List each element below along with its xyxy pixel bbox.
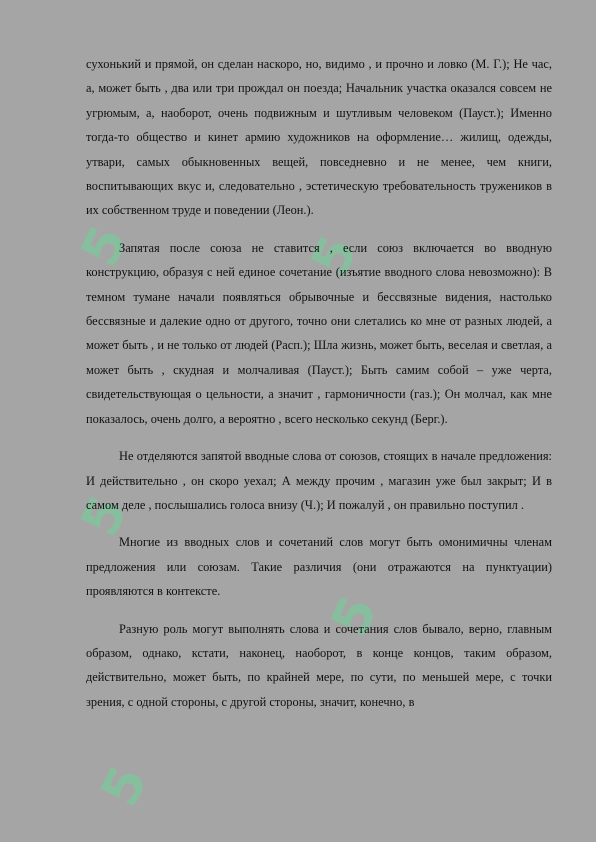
watermark-mark: 5 xyxy=(70,483,142,546)
document-body xyxy=(86,52,552,727)
watermark-mark: 5 xyxy=(300,223,372,286)
paragraph: Запятая после союза не ставится , если союз включается во вводную конструкцию, образуя с ней единое сочетание (изъятие вводного слова невозможно): В темном тумане начали появляться обрывочные и бессвязные видения, настолько бессвязные и далекие одно от другого, точно они слетались ко мне от разных людей, а может быть , и не только от людей (Расп.); Шла жизнь, может быть, веселая и светлая, а может быть , скудная и молчаливая (Пауст.); Быть самим собой – уже черта, свидетельствующая о цельности, а значит , гармоничности (газ.); Он молчал, как мне показалось, очень долго, а вероятно , всего несколько секунд (Берг.). xyxy=(86,240,552,426)
paragraph: Разную роль могут выполнять слова и сочетания слов бывало, верно, главным образом, однако, кстати, наконец, наоборот, в конце концов, таким образом, действительно, может быть, по крайней мере, по сути, по меньшей мере, с точки зрения, с одной стороны, с другой стороны, значит, конечно, в xyxy=(86,621,552,709)
paragraph: Многие из вводных слов и сочетаний слов могут быть омонимичны членам предложения или союзам. Такие различия (они отражаются на пунктуации) проявляются в контексте. xyxy=(86,535,552,599)
watermark-mark: 5 xyxy=(90,753,162,816)
paragraph: сухонький и прямой, он сделан наскоро, но, видимо , и прочно и ловко (М. Г.); Не час, а, может быть , два или три прождал он поезда; Начальник участка оказался совсем не угрюмым, а, наоборот, очень подвижным и шутливым человеком (Пауст.); Именно тогда-то общество и кинет армию художников на оформление… жилищ, одежды, утвари, самых обыкновенных вещей, повседневно и не менее, чем книги, воспитывающих вкус и, следовательно , эстетическую требовательность тружеников в их собственном труде и поведении (Леон.). xyxy=(86,57,552,218)
watermark-mark: 5 xyxy=(70,213,142,276)
watermark-mark: 5 xyxy=(320,583,392,646)
paragraph: Не отделяются запятой вводные слова от союзов, стоящих в начале предложения: И действительно , он скоро уехал; А между прочим , магазин уже был закрыт; И в самом деле , послышались голоса внизу (Ч.); И пожалуй , он правильно поступил . xyxy=(86,449,552,512)
